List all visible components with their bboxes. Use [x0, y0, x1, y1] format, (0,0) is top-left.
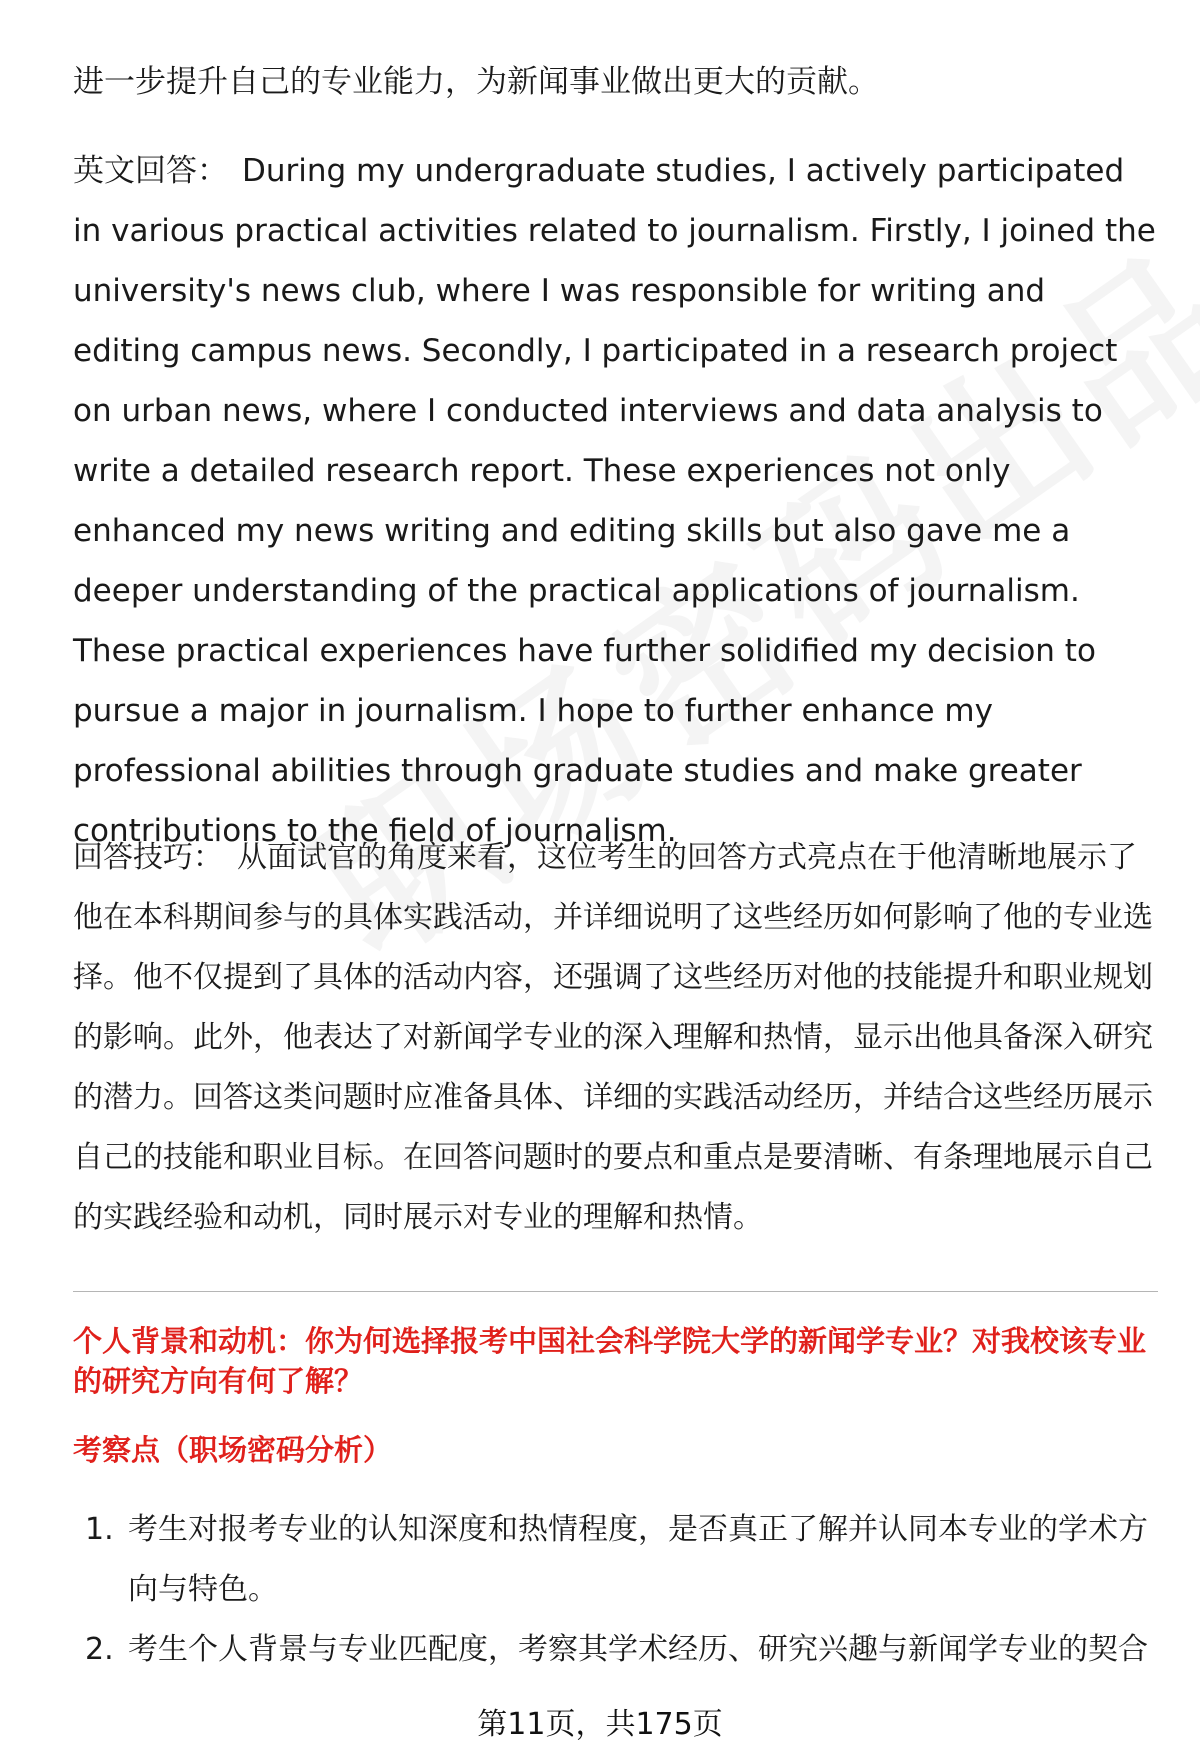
list-item — [73, 1500, 1158, 1620]
section-divider — [73, 1291, 1158, 1292]
assessment-points-heading: 考察点（职场密码分析） — [73, 1433, 393, 1467]
list-item-text: 考生个人背景与专业匹配度，考察其学术经历、研究兴趣与新闻学专业的契合 — [128, 1632, 1148, 1667]
assessment-points-list — [73, 1500, 1158, 1680]
chinese-answer-tail: 进一步提升自己的专业能力，为新闻事业做出更大的贡献。 — [73, 64, 879, 100]
question-title: 个人背景和动机：你为何选择报考中国社会科学院大学的新闻学专业？对我校该专业的研究方向有何了解？ — [73, 1324, 1147, 1398]
english-answer-text: During my undergraduate studies, I actively participated in various practical activities related to journalism. Firstly, I joined the university's news club, where I was responsible for writing and editing campus news. Secondly, I participated in a research project on urban news, where I conducted interviews and data analysis to write a detailed research report. These experiences not only enhanced my news writing and editing skills but also gave me a deeper understanding of the practical applications of journalism. These practical experiences have further solidified my decision to pursue a major in journalism. I hope to further enhance my professional abilities through graduate studies and make greater contributions to the field of journalism. — [73, 153, 1156, 849]
english-answer-label: 英文回答： — [73, 153, 228, 189]
list-item-number: 2. — [85, 1632, 114, 1667]
list-item-number: 1. — [85, 1512, 114, 1547]
answer-tips-paragraph — [73, 828, 1158, 1248]
page-number: 第11页，共175页 — [477, 1707, 723, 1742]
list-item-text: 考生对报考专业的认知深度和热情程度，是否真正了解并认同本专业的学术方向与特色。 — [128, 1512, 1148, 1607]
list-item — [73, 1620, 1158, 1680]
english-answer-paragraph — [73, 141, 1158, 861]
answer-tips-label: 回答技巧： — [73, 840, 223, 875]
answer-tips-text: 从面试官的角度来看，这位考生的回答方式亮点在于他清晰地展示了他在本科期间参与的具体实践活动，并详细说明了这些经历如何影响了他的专业选择。他不仅提到了具体的活动内容，还强调了这些经历对他的技能提升和职业规划的影响。此外，他表达了对新闻学专业的深入理解和热情，显示出他具备深入研究的潜力。回答这类问题时应准备具体、详细的实践活动经历，并结合这些经历展示自己的技能和职业目标。在回答问题时的要点和重点是要清晰、有条理地展示自己的实践经验和动机，同时展示对专业的理解和热情。 — [73, 840, 1153, 1235]
